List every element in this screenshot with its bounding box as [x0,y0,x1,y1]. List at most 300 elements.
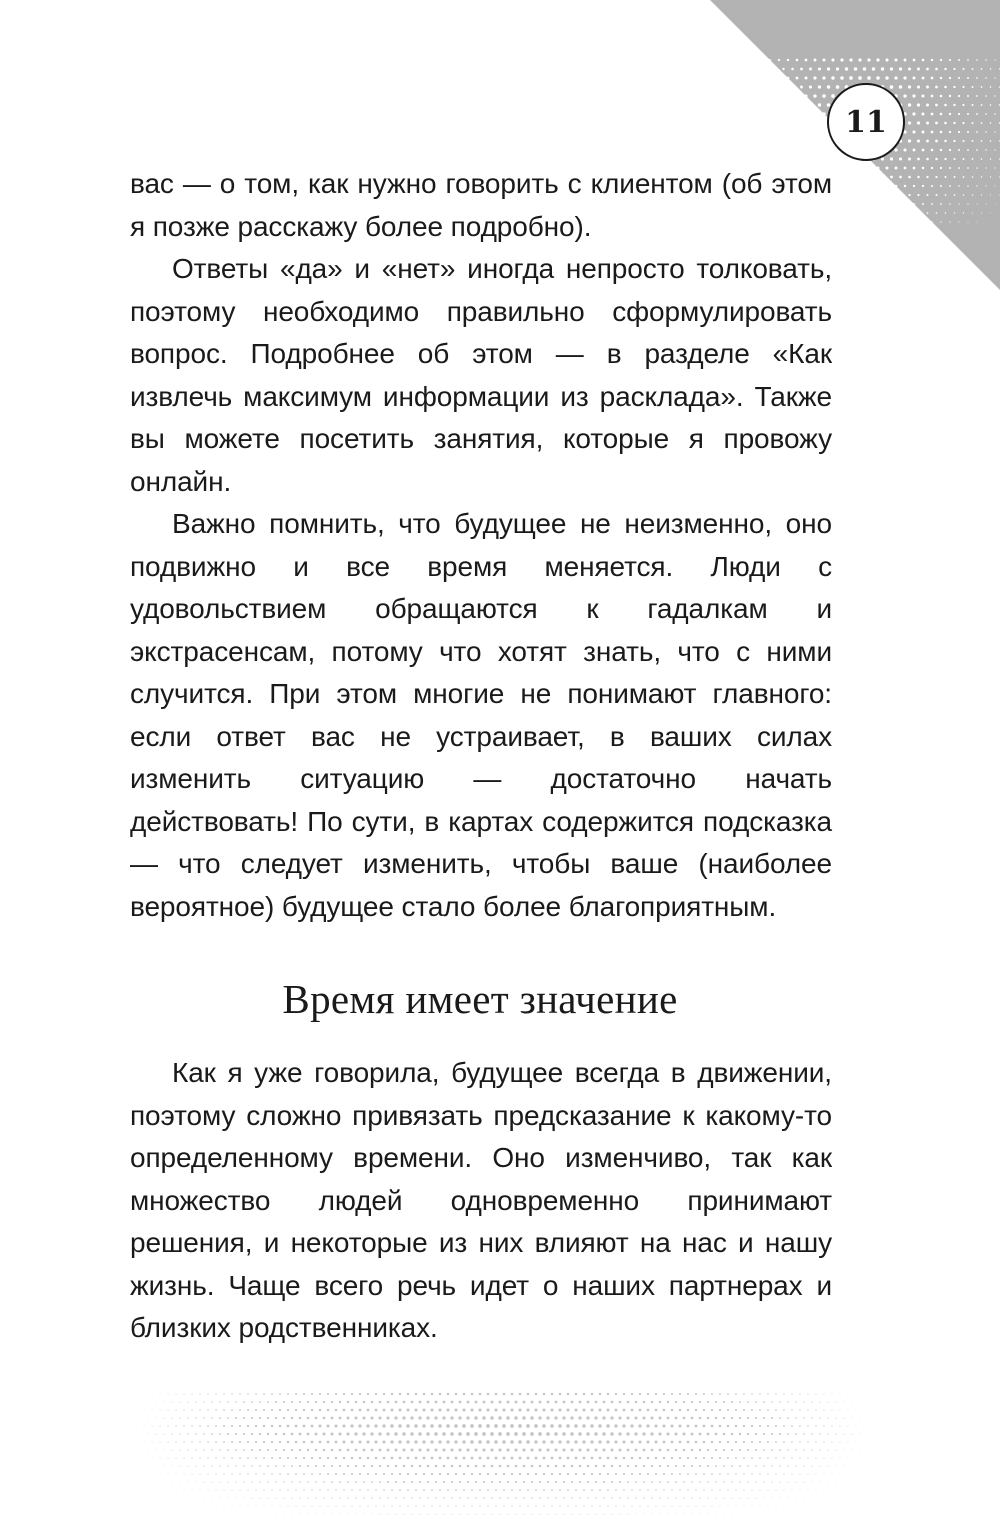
halftone-dot [407,1505,408,1506]
halftone-dot [243,1433,245,1435]
halftone-dot [763,1401,765,1403]
halftone-dot [407,1409,410,1412]
halftone-dot [518,1440,521,1443]
halftone-dot [446,1408,449,1411]
halftone-dot [204,1482,205,1483]
halftone-dot [547,1465,550,1468]
halftone-dot [634,1432,637,1435]
halftone-dot [603,1401,606,1404]
halftone-dot [819,1433,820,1434]
halftone-dot [558,1440,561,1443]
halftone-dot [446,1424,450,1428]
halftone-dot [651,1465,653,1467]
halftone-dot [475,1465,478,1468]
halftone-dot [486,1440,489,1443]
halftone-dot [263,1457,265,1459]
halftone-dot [663,1441,666,1444]
halftone-dot [804,1482,805,1483]
halftone-dot [675,1433,678,1436]
halftone-dot [699,1497,700,1498]
halftone-dot [691,1497,692,1498]
halftone-dot [383,1393,385,1395]
halftone-dot [783,1425,785,1427]
halftone-dot [164,1450,165,1451]
halftone-dot [885,58,888,61]
halftone-dot [542,1424,546,1428]
halftone-dot [547,1497,548,1498]
halftone-dot [858,58,861,61]
halftone-dot [578,1432,582,1436]
halftone-dot [331,1465,333,1467]
halftone-dot [559,1473,561,1475]
halftone-dot [559,1393,562,1396]
halftone-dot [683,1417,686,1420]
halftone-dot [908,158,911,161]
halftone-dot [772,1498,773,1499]
halftone-dot [538,1448,541,1451]
halftone-dot [307,1433,310,1436]
halftone-dot [327,1489,328,1490]
halftone-dot [235,1449,237,1451]
halftone-dot [881,67,884,70]
halftone-dot [543,1505,544,1506]
halftone-dot [824,1458,825,1459]
halftone-dot [822,94,826,98]
halftone-dot [511,1473,513,1475]
halftone-dot [279,1473,281,1475]
halftone-dot [307,1417,310,1420]
halftone-dot [671,1393,673,1395]
halftone-dot [195,1465,196,1466]
halftone-dot [944,176,946,178]
halftone-dot [175,1441,176,1442]
halftone-dot [450,1432,454,1436]
halftone-dot [575,1457,578,1460]
halftone-dot [671,1473,673,1475]
halftone-dot [912,130,915,133]
halftone-dot [486,1408,489,1411]
halftone-dot [514,1432,518,1436]
halftone-dot [506,1432,510,1436]
halftone-dot [922,59,925,62]
halftone-dot [259,1449,261,1451]
halftone-dot [944,104,947,107]
halftone-dot [751,1441,753,1443]
halftone-dot [247,1425,249,1427]
halftone-dot [611,1481,613,1483]
halftone-dot [954,212,955,213]
halftone-dot [379,1497,380,1498]
halftone-dot [551,1505,552,1506]
halftone-dot [805,59,808,62]
halftone-dot [940,113,943,116]
halftone-dot [455,1473,457,1475]
halftone-dot [348,1514,349,1515]
halftone-dot [944,122,947,125]
halftone-dot [570,1416,573,1419]
halftone-dot [415,1489,417,1491]
halftone-dot [355,1497,356,1498]
halftone-dot [583,1489,585,1491]
halftone-dot [279,1393,281,1395]
halftone-dot [976,131,978,133]
halftone-dot [604,1514,605,1515]
halftone-dot [642,1432,645,1435]
halftone-dot [958,95,960,97]
halftone-dot [759,1489,760,1490]
halftone-dot [926,158,929,161]
halftone-dot [299,1497,300,1498]
halftone-dot [487,1393,490,1396]
halftone-dot [639,1441,642,1444]
halftone-dot [990,86,992,88]
halftone-dot [538,1432,542,1436]
halftone-dot [579,1465,582,1468]
halftone-dot [692,1514,693,1515]
halftone-dot [784,1490,785,1491]
halftone-dot [712,1506,713,1507]
halftone-dot [271,1425,273,1427]
halftone-dot [703,1409,705,1411]
halftone-dot [739,1465,741,1467]
halftone-dot [723,1417,725,1419]
halftone-dot [807,1425,809,1427]
halftone-dot [913,77,916,80]
halftone-dot [567,1457,570,1460]
halftone-dot [443,1481,445,1483]
halftone-dot [735,1441,737,1443]
halftone-dot [375,1473,377,1475]
halftone-dot [723,1401,725,1403]
halftone-dot [655,1409,658,1412]
halftone-dot [431,1489,433,1491]
halftone-dot [527,1473,529,1475]
halftone-dot [708,1514,709,1515]
halftone-dot [503,1489,505,1491]
halftone-dot [251,1481,252,1482]
halftone-dot [663,1489,664,1490]
halftone-dot [427,1481,429,1483]
halftone-dot [944,68,946,70]
halftone-dot [672,1506,673,1507]
halftone-dot [430,1424,434,1428]
halftone-dot [967,149,969,151]
halftone-dot [523,1401,526,1404]
halftone-dot [848,1394,849,1395]
halftone-dot [780,1498,781,1499]
halftone-dot [667,1449,670,1452]
halftone-dot [715,1497,716,1498]
halftone-dot [994,131,995,132]
halftone-dot [691,1481,693,1483]
halftone-dot [299,1481,301,1483]
halftone-dot [519,1489,521,1491]
halftone-dot [755,1417,757,1419]
halftone-dot [152,1394,153,1395]
halftone-dot [852,1466,853,1467]
halftone-dot [487,1457,490,1460]
halftone-dot [419,1401,422,1404]
halftone-dot [747,1401,749,1403]
halftone-dot [160,1394,161,1395]
halftone-dot [414,1424,418,1428]
halftone-dot [763,1417,765,1419]
halftone-dot [562,1416,565,1419]
halftone-dot [849,76,853,80]
halftone-dot [539,1465,542,1468]
halftone-dot [387,1401,390,1404]
halftone-dot [804,94,807,97]
halftone-dot [350,1424,353,1427]
halftone-dot [691,1433,694,1436]
halftone-dot [291,1497,292,1498]
halftone-dot [647,1457,649,1459]
halftone-dot [215,1409,217,1411]
halftone-dot [223,1393,224,1394]
halftone-dot [723,1481,724,1482]
halftone-dot [347,1417,350,1420]
halftone-dot [395,1497,396,1498]
halftone-dot [219,1433,221,1435]
halftone-dot [739,1433,741,1435]
halftone-dot [307,1481,309,1483]
halftone-dot [442,1432,446,1436]
halftone-dot [171,1417,172,1418]
halftone-dot [917,158,920,161]
halftone-dot [475,1401,478,1404]
halftone-dot [809,85,812,88]
halftone-dot [235,1481,236,1482]
halftone-dot [908,85,911,88]
halftone-dot [908,194,910,196]
halftone-dot [371,1401,374,1404]
halftone-dot [428,1514,429,1515]
halftone-dot [711,1441,713,1443]
halftone-dot [144,1426,145,1427]
halftone-dot [300,1514,301,1515]
halftone-dot [922,77,925,80]
halftone-dot [643,1417,646,1420]
halftone-dot [787,1433,789,1435]
halftone-dot [591,1505,592,1506]
halftone-dot [284,1514,285,1515]
halftone-dot [446,1440,449,1443]
halftone-dot [152,1426,153,1427]
halftone-dot [832,1458,833,1459]
halftone-dot [626,1416,629,1419]
halftone-dot [926,86,929,89]
halftone-dot [256,1506,257,1507]
halftone-dot [223,1457,225,1459]
halftone-dot [551,1489,553,1491]
halftone-dot [303,1425,306,1428]
halftone-dot [363,1481,365,1483]
halftone-dot [479,1505,480,1506]
halftone-dot [463,1393,466,1396]
halftone-dot [953,158,955,160]
halftone-dot [958,77,960,79]
halftone-dot [239,1409,241,1411]
halftone-dot [479,1457,482,1460]
halftone-dot [935,122,938,125]
halftone-dot [495,1393,498,1396]
halftone-dot [247,1393,249,1395]
halftone-dot [795,1449,796,1450]
halftone-dot [271,1409,273,1411]
halftone-dot [498,1416,501,1419]
halftone-dot [895,185,898,188]
halftone-dot [595,1465,597,1467]
halftone-dot [460,1514,461,1515]
halftone-dot [546,1432,550,1436]
halftone-dot [940,221,941,222]
halftone-dot [751,1425,753,1427]
halftone-dot [954,176,956,178]
halftone-dot [775,1425,777,1427]
halftone-dot [351,1409,354,1412]
halftone-dot [555,1465,558,1468]
halftone-dot [534,1408,537,1411]
halftone-dot [816,1490,817,1491]
halftone-dot [607,1393,609,1395]
halftone-dot [462,1424,466,1428]
halftone-dot [775,1473,776,1474]
halftone-dot [434,1448,437,1451]
halftone-dot [967,113,969,115]
halftone-dot [852,1450,853,1451]
halftone-dot [304,1506,305,1507]
halftone-dot [587,1497,588,1498]
halftone-dot [631,1457,634,1460]
halftone-dot [667,1497,668,1498]
halftone-dot [591,1409,594,1412]
halftone-dot [415,1457,418,1460]
halftone-dot [427,1465,430,1468]
halftone-dot [618,1416,621,1419]
halftone-dot [570,1432,574,1436]
halftone-dot [935,68,938,71]
halftone-dot [981,104,983,106]
halftone-dot [723,1433,726,1436]
halftone-dot [596,1514,597,1515]
halftone-dot [372,1514,373,1515]
halftone-dot [450,1448,453,1451]
halftone-dot [423,1457,426,1460]
halftone-dot [339,1465,341,1467]
halftone-dot [763,1449,765,1451]
halftone-dot [899,157,902,160]
halftone-dot [627,1465,629,1467]
halftone-dot [295,1457,297,1459]
halftone-dot [687,1457,689,1459]
halftone-dot [994,113,995,114]
halftone-dot [167,1441,168,1442]
halftone-dot [856,1426,857,1427]
halftone-dot [380,1514,381,1515]
halftone-dot [962,122,964,124]
halftone-dot [583,1505,584,1506]
halftone-dot [263,1425,265,1427]
halftone-dot [442,1416,445,1419]
halftone-dot [382,1424,385,1427]
halftone-dot [990,68,991,69]
halftone-dot [295,1473,297,1475]
halftone-dot [976,59,978,61]
halftone-dot [707,1449,709,1451]
halftone-dot [439,1489,441,1491]
halftone-dot [275,1433,277,1435]
halftone-dot [267,1401,269,1403]
halftone-dot [184,1490,185,1491]
halftone-dot [680,1506,681,1507]
halftone-dot [735,1425,737,1427]
halftone-dot [827,1449,828,1450]
halftone-dot [823,1441,824,1442]
halftone-dot [379,1465,381,1467]
halftone-dot [287,1425,290,1428]
halftone-dot [699,1401,701,1403]
halftone-dot [219,1465,220,1466]
halftone-dot [191,1441,192,1442]
halftone-dot [791,1409,792,1410]
halftone-dot [627,1449,630,1452]
halftone-dot [719,1489,720,1490]
halftone-dot [623,1393,625,1395]
halftone-dot [224,1490,225,1491]
halftone-dot [175,1409,176,1410]
halftone-dot [679,1409,682,1412]
halftone-dot [291,1433,294,1436]
halftone-dot [566,1440,569,1443]
halftone-dot [567,1489,569,1491]
halftone-dot [822,76,825,79]
halftone-dot [339,1401,341,1403]
halftone-dot [614,1424,617,1427]
halftone-dot [655,1505,656,1506]
halftone-dot [247,1409,249,1411]
halftone-dot [538,1416,541,1419]
halftone-dot [967,167,969,169]
halftone-dot [430,1408,433,1411]
halftone-dot [311,1409,313,1411]
halftone-dot [803,1401,804,1402]
halftone-dot [506,1448,509,1451]
halftone-dot [319,1473,321,1475]
halftone-dot [287,1489,288,1490]
halftone-dot [962,104,964,106]
halftone-dot [809,68,812,71]
halftone-dot [935,140,938,143]
halftone-dot [695,1489,696,1490]
halftone-dot [328,1506,329,1507]
halftone-dot [615,1457,618,1460]
halftone-dot [981,158,983,160]
halftone-dot [207,1409,208,1410]
halftone-dot [935,158,937,160]
halftone-dot [386,1416,389,1419]
halftone-dot [335,1473,337,1475]
halftone-dot [482,1448,485,1451]
halftone-dot [643,1465,645,1467]
halftone-dot [251,1433,253,1435]
halftone-dot [383,1489,385,1491]
halftone-dot [784,1506,785,1507]
halftone-dot [908,67,911,70]
halftone-dot [438,1424,442,1428]
halftone-dot [164,1402,165,1403]
halftone-dot [719,1393,721,1395]
halftone-dot [917,68,920,71]
